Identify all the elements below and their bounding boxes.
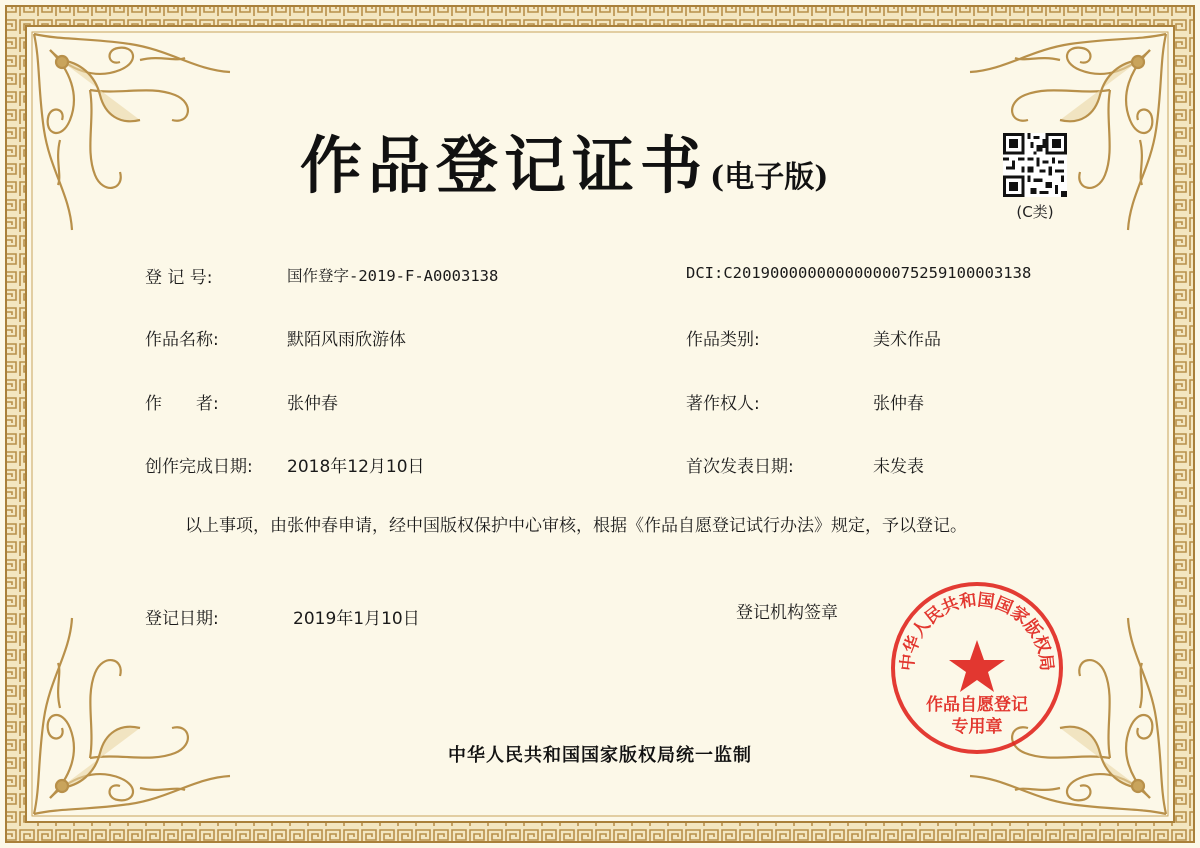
seal-line-1: 作品自愿登记 xyxy=(926,695,1028,715)
title-main: 作品登记证书 xyxy=(300,129,709,202)
seal-arc-text: 中华人民共和国国家版权局 xyxy=(897,590,1057,672)
certificate-title xyxy=(300,116,920,202)
author-label: 作 者: xyxy=(145,394,219,414)
completion-date-value: 2018年12月10日 xyxy=(287,457,425,477)
official-seal-icon xyxy=(889,580,1065,756)
author-value: 张仲春 xyxy=(287,394,338,414)
registration-date-value: 2019年1月10日 xyxy=(293,609,420,629)
reg-no-label: 登 记 号: xyxy=(145,268,213,288)
statement-text: 以上事项，由张仲春申请，经中国版权保护中心审核，根据《作品自愿登记试行办法》规定，予以登记。 xyxy=(185,516,967,536)
signature-label: 登记机构签章 xyxy=(736,603,838,623)
work-type-value: 美术作品 xyxy=(873,330,941,350)
qr-class-label: (C类) xyxy=(1016,203,1054,221)
reg-no-value: 国作登字-2019-F-A0003138 xyxy=(287,267,499,285)
dci-value: DCI:C20190000000000000075259100003138 xyxy=(686,264,1032,282)
publish-date-label: 首次发表日期: xyxy=(686,457,794,477)
publish-date-value: 未发表 xyxy=(873,457,924,477)
qr-code-icon[interactable] xyxy=(1003,133,1067,197)
completion-date-label: 创作完成日期: xyxy=(145,457,253,477)
work-type-label: 作品类别: xyxy=(686,330,760,350)
owner-value: 张仲春 xyxy=(873,394,924,414)
registration-date-label: 登记日期: xyxy=(145,609,219,629)
title-subtitle: (电子版) xyxy=(710,160,829,195)
owner-label: 著作权人: xyxy=(686,394,760,414)
issuer-footer: 中华人民共和国国家版权局统一监制 xyxy=(448,745,752,766)
work-name-label: 作品名称: xyxy=(145,330,219,350)
seal-line-2: 专用章 xyxy=(951,717,1003,737)
work-name-value: 默陌风雨欣游体 xyxy=(287,330,406,350)
